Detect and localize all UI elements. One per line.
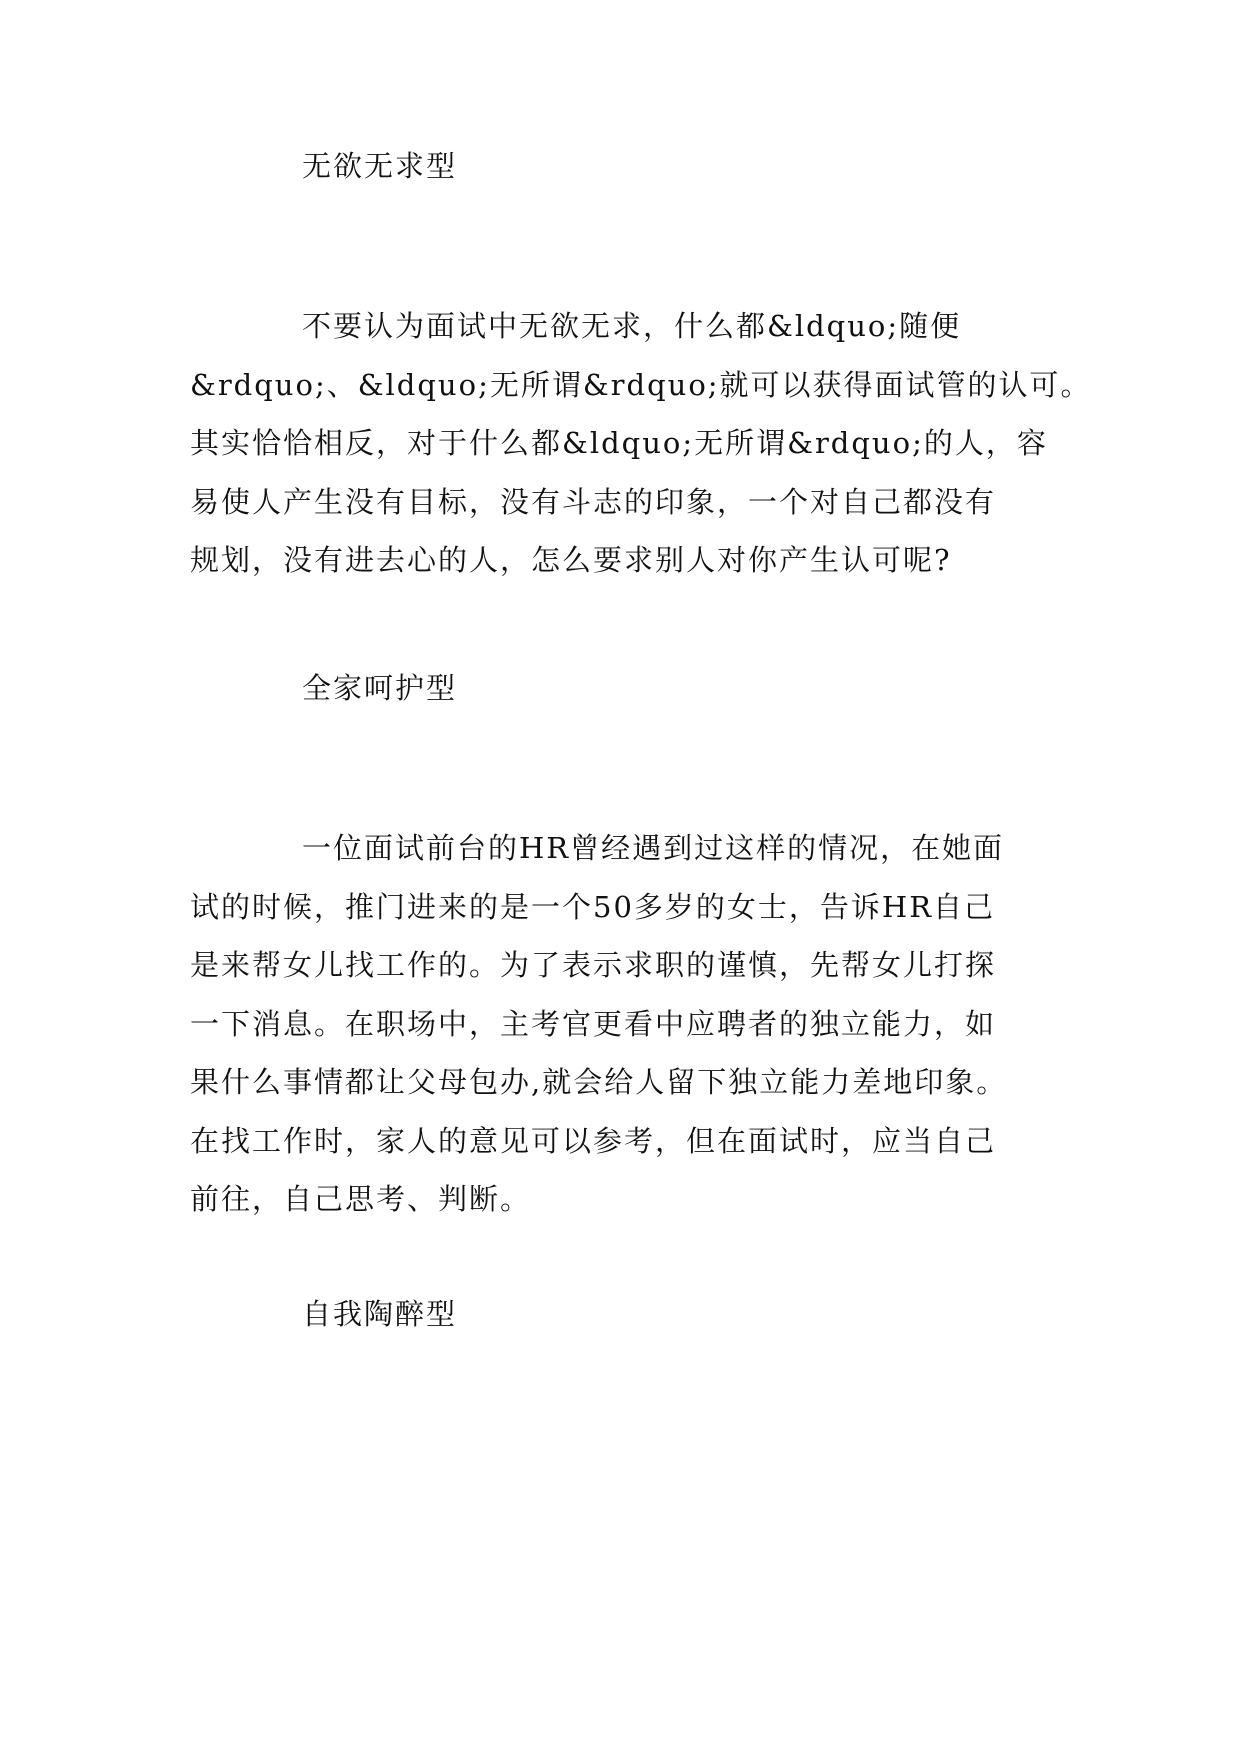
section-heading-1: 无欲无求型 xyxy=(302,149,458,183)
paragraph-line: 规划，没有进去心的人，怎么要求别人对你产生认可呢? xyxy=(190,543,952,577)
paragraph-line: 一下消息。在职场中，主考官更看中应聘者的独立能力，如 xyxy=(190,1006,997,1041)
paragraph-line: 在找工作时，家人的意见可以参考，但在面试时，应当自己 xyxy=(190,1123,997,1158)
paragraph-line: 是来帮女儿找工作的。为了表示求职的谨慎，先帮女儿打探 xyxy=(190,948,997,982)
paragraph-line: &rdquo;、&ldquo;无所谓&rdquo;就可以获得面试管的认可。 xyxy=(190,367,1092,402)
paragraph-line: 易使人产生没有目标，没有斗志的印象，一个对自己都没有 xyxy=(190,484,997,519)
paragraph-1 xyxy=(190,297,1092,590)
paragraph-line: 不要认为面试中无欲无求，什么都&ldquo;随便 xyxy=(302,309,962,343)
paragraph-line: 其实恰恰相反，对于什么都&ldquo;无所谓&rdquo;的人，容 xyxy=(190,426,1048,460)
paragraph-2 xyxy=(190,819,1070,1229)
section-heading-3: 自我陶醉型 xyxy=(302,1297,458,1331)
section-heading-2: 全家呵护型 xyxy=(302,671,458,705)
paragraph-line: 果什么事情都让父母包办,就会给人留下独立能力差地印象。 xyxy=(190,1065,1008,1099)
paragraph-line: 试的时候，推门进来的是一个50多岁的女士，告诉HR自己 xyxy=(190,889,996,924)
paragraph-line: 一位面试前台的HR曾经遇到过这样的情况，在她面 xyxy=(302,831,1005,865)
paragraph-line: 前往，自己思考、判断。 xyxy=(190,1182,532,1216)
